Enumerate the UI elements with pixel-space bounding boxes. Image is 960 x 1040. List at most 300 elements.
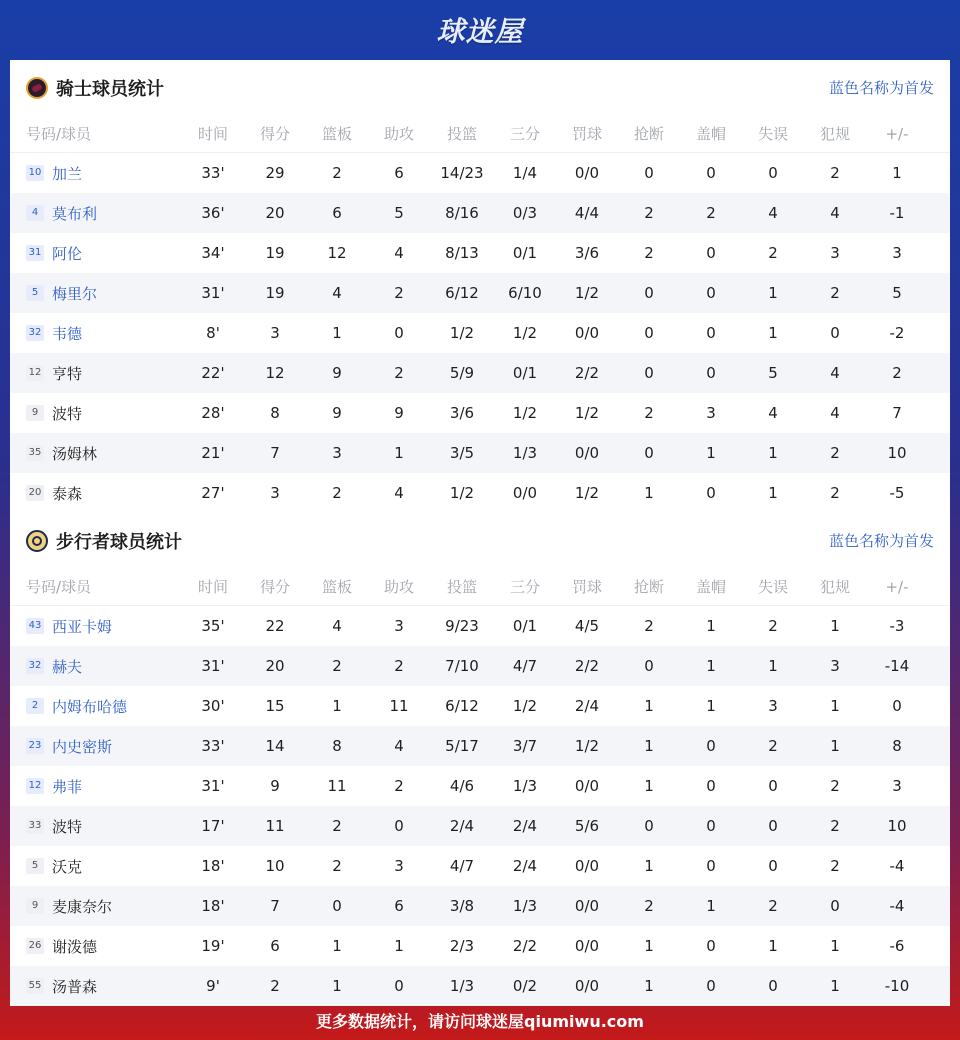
stat-points: 12 xyxy=(265,364,285,382)
stat-fouls: 1 xyxy=(830,617,840,635)
player-cell xyxy=(10,816,182,837)
stat-steals: 0 xyxy=(644,444,654,462)
col-header-player: 号码/球员 xyxy=(26,578,92,596)
jersey-number-badge: 35 xyxy=(26,445,44,461)
player-cell xyxy=(10,483,182,504)
stat-turnovers: 4 xyxy=(768,404,778,422)
stat-assists: 4 xyxy=(394,737,404,755)
stat-3pt: 0/1 xyxy=(512,617,538,635)
col-header-steals: 抢断 xyxy=(633,125,664,143)
stat-3pt: 1/2 xyxy=(512,404,538,422)
player-name[interactable]: 阿伦 xyxy=(52,244,83,263)
stat-time: 22' xyxy=(201,364,225,382)
player-name: 谢泼德 xyxy=(52,937,98,956)
footer-banner: 更多数据统计，请访问球迷屋qiumiwu.com xyxy=(316,1011,644,1031)
stat-steals: 1 xyxy=(644,937,654,955)
stat-turnovers: 0 xyxy=(768,977,778,995)
stat-fg: 14/23 xyxy=(440,164,484,182)
stat-3pt: 1/3 xyxy=(512,777,538,795)
stat-turnovers: 0 xyxy=(768,857,778,875)
table-row xyxy=(10,846,950,886)
stat-rebounds: 4 xyxy=(332,617,342,635)
stat-fg: 5/9 xyxy=(449,364,475,382)
table-row xyxy=(10,273,950,313)
player-name: 泰森 xyxy=(52,484,83,503)
stat-blocks: 0 xyxy=(706,857,716,875)
stat-ft: 0/0 xyxy=(574,324,600,342)
section-header xyxy=(10,60,950,115)
table-header xyxy=(10,568,950,606)
stat-fouls: 2 xyxy=(830,777,840,795)
stat-points: 7 xyxy=(270,444,280,462)
player-cell xyxy=(10,243,182,264)
stat-points: 22 xyxy=(265,617,285,635)
stat-turnovers: 1 xyxy=(768,484,778,502)
jersey-number-badge: 32 xyxy=(26,325,44,341)
stat-time: 9' xyxy=(206,977,220,995)
stat-rebounds: 8 xyxy=(332,737,342,755)
player-cell xyxy=(10,163,182,184)
stat-blocks: 0 xyxy=(706,244,716,262)
stat-plus-minus: 0 xyxy=(892,697,902,715)
stat-3pt: 0/1 xyxy=(512,364,538,382)
player-name[interactable]: 内姆布哈德 xyxy=(52,697,128,716)
stat-ft: 0/0 xyxy=(574,777,600,795)
col-header-assists: 助攻 xyxy=(383,125,414,143)
stat-fouls: 2 xyxy=(830,484,840,502)
player-name[interactable]: 弗菲 xyxy=(52,777,83,796)
stat-points: 3 xyxy=(270,484,280,502)
col-header-3pt: 三分 xyxy=(509,125,540,143)
col-header-steals: 抢断 xyxy=(633,578,664,596)
stat-ft: 4/4 xyxy=(574,204,600,222)
stat-steals: 2 xyxy=(644,404,654,422)
player-cell xyxy=(10,363,182,384)
stat-steals: 0 xyxy=(644,164,654,182)
table-row xyxy=(10,313,950,353)
starter-legend: 蓝色名称为首发 xyxy=(828,79,934,97)
player-name[interactable]: 赫夫 xyxy=(52,657,83,676)
col-header-plus-minus: +/- xyxy=(885,124,909,143)
stat-rebounds: 1 xyxy=(332,324,342,342)
stat-rebounds: 2 xyxy=(332,164,342,182)
stat-blocks: 2 xyxy=(706,204,716,222)
table-row xyxy=(10,686,950,726)
jersey-number-badge: 4 xyxy=(26,205,44,221)
col-header-assists: 助攻 xyxy=(383,578,414,596)
stat-time: 31' xyxy=(201,284,225,302)
stat-time: 18' xyxy=(201,897,225,915)
stat-rebounds: 9 xyxy=(332,364,342,382)
stat-rebounds: 9 xyxy=(332,404,342,422)
stat-blocks: 0 xyxy=(706,164,716,182)
stat-turnovers: 2 xyxy=(768,244,778,262)
stat-steals: 0 xyxy=(644,324,654,342)
stat-blocks: 0 xyxy=(706,977,716,995)
col-header-rebounds: 篮板 xyxy=(321,125,352,143)
stat-ft: 0/0 xyxy=(574,444,600,462)
stat-blocks: 1 xyxy=(706,444,716,462)
stat-assists: 3 xyxy=(394,617,404,635)
stat-points: 29 xyxy=(265,164,285,182)
stat-fg: 1/2 xyxy=(449,484,475,502)
stat-3pt: 4/7 xyxy=(512,657,538,675)
stat-assists: 0 xyxy=(394,977,404,995)
stat-fg: 3/8 xyxy=(449,897,475,915)
stat-time: 18' xyxy=(201,857,225,875)
stat-time: 27' xyxy=(201,484,225,502)
stat-steals: 2 xyxy=(644,897,654,915)
stat-steals: 2 xyxy=(644,617,654,635)
stat-assists: 1 xyxy=(394,937,404,955)
pacers-logo-icon xyxy=(26,530,48,552)
stat-plus-minus: -10 xyxy=(884,977,910,995)
jersey-number-badge: 31 xyxy=(26,245,44,261)
stat-turnovers: 1 xyxy=(768,657,778,675)
stat-rebounds: 6 xyxy=(332,204,342,222)
stat-3pt: 0/3 xyxy=(512,204,538,222)
stat-ft: 2/2 xyxy=(574,657,600,675)
stat-assists: 4 xyxy=(394,484,404,502)
section-header xyxy=(10,513,950,568)
jersey-number-badge: 9 xyxy=(26,898,44,914)
stat-points: 11 xyxy=(265,817,285,835)
team-section-cavaliers xyxy=(10,60,950,513)
stat-plus-minus: 10 xyxy=(887,444,907,462)
stat-fg: 4/6 xyxy=(449,777,475,795)
stat-rebounds: 3 xyxy=(332,444,342,462)
stat-turnovers: 1 xyxy=(768,284,778,302)
stat-time: 33' xyxy=(201,737,225,755)
stat-assists: 0 xyxy=(394,817,404,835)
stat-fg: 3/5 xyxy=(449,444,475,462)
stat-rebounds: 2 xyxy=(332,817,342,835)
stat-steals: 2 xyxy=(644,244,654,262)
stat-fouls: 1 xyxy=(830,937,840,955)
jersey-number-badge: 5 xyxy=(26,285,44,301)
stat-fouls: 1 xyxy=(830,737,840,755)
stat-blocks: 0 xyxy=(706,937,716,955)
stat-ft: 1/2 xyxy=(574,284,600,302)
stat-steals: 0 xyxy=(644,284,654,302)
player-rows xyxy=(10,153,950,513)
jersey-number-badge: 32 xyxy=(26,658,44,674)
stat-blocks: 0 xyxy=(706,364,716,382)
stat-fouls: 3 xyxy=(830,244,840,262)
stat-plus-minus: 7 xyxy=(892,404,902,422)
team-section-pacers xyxy=(10,513,950,1006)
stat-fouls: 4 xyxy=(830,404,840,422)
jersey-number-badge: 12 xyxy=(26,778,44,794)
stat-fouls: 1 xyxy=(830,697,840,715)
player-name[interactable]: 加兰 xyxy=(52,164,83,183)
stat-fouls: 3 xyxy=(830,657,840,675)
stat-3pt: 0/0 xyxy=(512,484,538,502)
stat-plus-minus: -14 xyxy=(884,657,910,675)
col-header-blocks: 盖帽 xyxy=(695,125,726,143)
stat-rebounds: 1 xyxy=(332,977,342,995)
stat-3pt: 3/7 xyxy=(512,737,538,755)
stat-time: 30' xyxy=(201,697,225,715)
stat-3pt: 1/3 xyxy=(512,897,538,915)
stat-points: 15 xyxy=(265,697,285,715)
table-row xyxy=(10,153,950,193)
stat-fouls: 2 xyxy=(830,817,840,835)
jersey-number-badge: 33 xyxy=(26,818,44,834)
player-cell xyxy=(10,776,182,797)
stat-turnovers: 1 xyxy=(768,324,778,342)
stat-blocks: 3 xyxy=(706,404,716,422)
col-header-ft: 罚球 xyxy=(571,578,602,596)
table-row xyxy=(10,806,950,846)
col-header-rebounds: 篮板 xyxy=(321,578,352,596)
jersey-number-badge: 26 xyxy=(26,938,44,954)
stat-rebounds: 2 xyxy=(332,857,342,875)
stat-3pt: 1/2 xyxy=(512,324,538,342)
stat-rebounds: 0 xyxy=(332,897,342,915)
stat-time: 33' xyxy=(201,164,225,182)
stat-ft: 0/0 xyxy=(574,937,600,955)
stat-fg: 3/6 xyxy=(449,404,475,422)
col-header-points: 得分 xyxy=(259,125,290,143)
stat-ft: 3/6 xyxy=(574,244,600,262)
player-cell xyxy=(10,696,182,717)
table-row xyxy=(10,193,950,233)
stat-time: 17' xyxy=(201,817,225,835)
stat-time: 28' xyxy=(201,404,225,422)
stat-turnovers: 2 xyxy=(768,737,778,755)
player-name: 麦康奈尔 xyxy=(52,897,113,916)
jersey-number-badge: 9 xyxy=(26,405,44,421)
stat-3pt: 2/4 xyxy=(512,857,538,875)
player-cell xyxy=(10,203,182,224)
stat-3pt: 6/10 xyxy=(508,284,542,302)
stat-steals: 1 xyxy=(644,484,654,502)
stat-turnovers: 0 xyxy=(768,817,778,835)
player-name: 亨特 xyxy=(52,364,83,383)
player-name[interactable]: 内史密斯 xyxy=(52,737,113,756)
stat-assists: 9 xyxy=(394,404,404,422)
stat-assists: 2 xyxy=(394,364,404,382)
stat-fg: 7/10 xyxy=(445,657,479,675)
jersey-number-badge: 23 xyxy=(26,738,44,754)
stat-points: 14 xyxy=(265,737,285,755)
stat-plus-minus: -4 xyxy=(889,857,905,875)
stat-rebounds: 2 xyxy=(332,657,342,675)
jersey-number-badge: 55 xyxy=(26,978,44,994)
player-cell xyxy=(10,443,182,464)
stat-ft: 1/2 xyxy=(574,404,600,422)
player-name[interactable]: 梅里尔 xyxy=(52,284,98,303)
stat-assists: 0 xyxy=(394,324,404,342)
stat-turnovers: 1 xyxy=(768,937,778,955)
jersey-number-badge: 2 xyxy=(26,698,44,714)
col-header-fouls: 犯规 xyxy=(819,578,850,596)
col-header-fouls: 犯规 xyxy=(819,125,850,143)
stat-3pt: 1/3 xyxy=(512,444,538,462)
col-header-3pt: 三分 xyxy=(509,578,540,596)
player-cell xyxy=(10,656,182,677)
stat-blocks: 0 xyxy=(706,324,716,342)
stat-steals: 1 xyxy=(644,977,654,995)
stat-points: 6 xyxy=(270,937,280,955)
stat-points: 9 xyxy=(270,777,280,795)
stat-time: 34' xyxy=(201,244,225,262)
stat-time: 31' xyxy=(201,777,225,795)
stat-ft: 4/5 xyxy=(574,617,600,635)
stat-points: 20 xyxy=(265,657,285,675)
player-name[interactable]: 韦德 xyxy=(52,324,83,343)
stat-3pt: 1/4 xyxy=(512,164,538,182)
stat-steals: 1 xyxy=(644,857,654,875)
stat-time: 21' xyxy=(201,444,225,462)
stat-points: 10 xyxy=(265,857,285,875)
stat-3pt: 2/4 xyxy=(512,817,538,835)
stat-points: 8 xyxy=(270,404,280,422)
stat-time: 36' xyxy=(201,204,225,222)
stat-turnovers: 0 xyxy=(768,164,778,182)
stat-fg: 9/23 xyxy=(445,617,479,635)
stat-steals: 0 xyxy=(644,817,654,835)
stat-assists: 2 xyxy=(394,284,404,302)
stat-rebounds: 1 xyxy=(332,937,342,955)
stat-ft: 2/2 xyxy=(574,364,600,382)
col-header-plus-minus: +/- xyxy=(885,577,909,596)
table-row xyxy=(10,233,950,273)
stat-turnovers: 0 xyxy=(768,777,778,795)
stat-plus-minus: 5 xyxy=(892,284,902,302)
stat-points: 7 xyxy=(270,897,280,915)
stat-fouls: 4 xyxy=(830,364,840,382)
section-title: 骑士球员统计 xyxy=(56,78,164,100)
stat-ft: 0/0 xyxy=(574,164,600,182)
col-header-time: 时间 xyxy=(197,125,228,143)
stat-points: 19 xyxy=(265,244,285,262)
stat-plus-minus: -3 xyxy=(889,617,905,635)
player-name: 波特 xyxy=(52,404,83,423)
stat-rebounds: 4 xyxy=(332,284,342,302)
player-cell xyxy=(10,616,182,637)
stat-time: 19' xyxy=(201,937,225,955)
player-cell xyxy=(10,323,182,344)
stat-3pt: 2/2 xyxy=(512,937,538,955)
top-brand-bar xyxy=(0,0,960,60)
stat-turnovers: 1 xyxy=(768,444,778,462)
stat-fg: 5/17 xyxy=(445,737,479,755)
col-header-blocks: 盖帽 xyxy=(695,578,726,596)
stat-turnovers: 3 xyxy=(768,697,778,715)
stat-ft: 2/4 xyxy=(574,697,600,715)
stat-fg: 4/7 xyxy=(449,857,475,875)
stat-ft: 5/6 xyxy=(574,817,600,835)
stat-points: 3 xyxy=(270,324,280,342)
stat-steals: 1 xyxy=(644,737,654,755)
stat-rebounds: 12 xyxy=(327,244,347,262)
stat-plus-minus: 1 xyxy=(892,164,902,182)
stat-fg: 2/3 xyxy=(449,937,475,955)
stat-fg: 8/16 xyxy=(445,204,479,222)
player-name[interactable]: 西亚卡姆 xyxy=(52,617,113,636)
table-row xyxy=(10,473,950,513)
starter-legend: 蓝色名称为首发 xyxy=(828,532,934,550)
table-row xyxy=(10,766,950,806)
stat-fouls: 0 xyxy=(830,324,840,342)
table-header xyxy=(10,115,950,153)
player-cell xyxy=(10,403,182,424)
stat-time: 31' xyxy=(201,657,225,675)
stat-assists: 6 xyxy=(394,164,404,182)
stat-fg: 8/13 xyxy=(445,244,479,262)
col-header-turnovers: 失误 xyxy=(757,125,788,143)
stat-assists: 6 xyxy=(394,897,404,915)
jersey-number-badge: 10 xyxy=(26,165,44,181)
section-title: 步行者球员统计 xyxy=(56,531,182,553)
col-header-fg: 投篮 xyxy=(446,578,477,596)
cavaliers-logo-icon xyxy=(26,77,48,99)
stat-turnovers: 2 xyxy=(768,617,778,635)
stat-blocks: 1 xyxy=(706,657,716,675)
player-cell xyxy=(10,736,182,757)
player-name[interactable]: 莫布利 xyxy=(52,204,98,223)
stat-steals: 0 xyxy=(644,364,654,382)
stat-fg: 6/12 xyxy=(445,697,479,715)
stat-ft: 1/2 xyxy=(574,737,600,755)
table-row xyxy=(10,353,950,393)
stat-plus-minus: -2 xyxy=(889,324,905,342)
stat-assists: 3 xyxy=(394,857,404,875)
player-name: 波特 xyxy=(52,817,83,836)
col-header-turnovers: 失误 xyxy=(757,578,788,596)
jersey-number-badge: 20 xyxy=(26,485,44,501)
table-row xyxy=(10,726,950,766)
stat-plus-minus: 8 xyxy=(892,737,902,755)
stat-plus-minus: -5 xyxy=(889,484,905,502)
stat-plus-minus: -1 xyxy=(889,204,905,222)
stat-plus-minus: 10 xyxy=(887,817,907,835)
stat-turnovers: 2 xyxy=(768,897,778,915)
stat-ft: 1/2 xyxy=(574,484,600,502)
stat-assists: 1 xyxy=(394,444,404,462)
stat-blocks: 1 xyxy=(706,897,716,915)
stat-assists: 2 xyxy=(394,777,404,795)
stat-assists: 11 xyxy=(389,697,409,715)
stat-plus-minus: 3 xyxy=(892,244,902,262)
stat-rebounds: 2 xyxy=(332,484,342,502)
stat-fg: 2/4 xyxy=(449,817,475,835)
col-header-points: 得分 xyxy=(259,578,290,596)
table-row xyxy=(10,926,950,966)
table-row xyxy=(10,886,950,926)
stat-points: 2 xyxy=(270,977,280,995)
stat-fouls: 2 xyxy=(830,164,840,182)
jersey-number-badge: 43 xyxy=(26,618,44,634)
stat-rebounds: 11 xyxy=(327,777,347,795)
table-row xyxy=(10,606,950,646)
stat-rebounds: 1 xyxy=(332,697,342,715)
stat-3pt: 1/2 xyxy=(512,697,538,715)
stat-steals: 1 xyxy=(644,777,654,795)
stat-blocks: 0 xyxy=(706,737,716,755)
stat-steals: 2 xyxy=(644,204,654,222)
player-cell xyxy=(10,896,182,917)
col-header-player: 号码/球员 xyxy=(26,125,92,143)
player-rows xyxy=(10,606,950,1006)
stat-fg: 1/3 xyxy=(449,977,475,995)
stat-ft: 0/0 xyxy=(574,897,600,915)
stat-fouls: 2 xyxy=(830,857,840,875)
stat-fouls: 2 xyxy=(830,444,840,462)
stat-blocks: 0 xyxy=(706,484,716,502)
